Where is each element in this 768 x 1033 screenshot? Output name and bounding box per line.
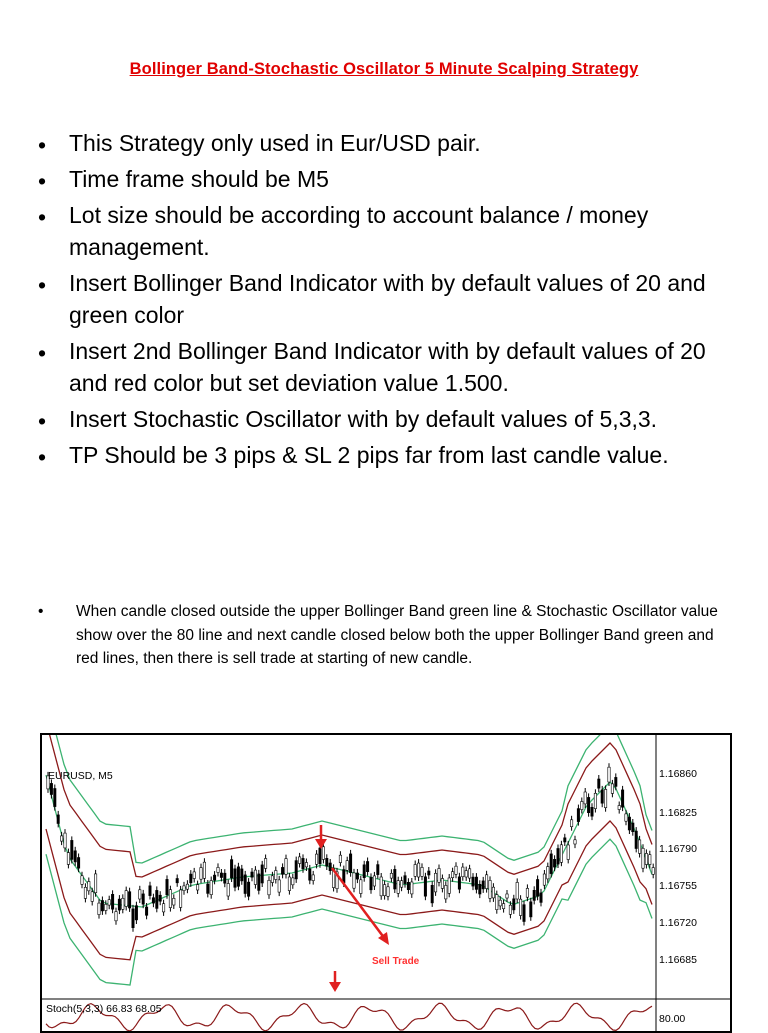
- candle-body: [431, 885, 433, 903]
- candle-body: [465, 871, 467, 877]
- candle-body: [547, 867, 549, 879]
- rule-text: This Strategy only used in Eur/USD pair.: [69, 130, 481, 156]
- candle-body: [581, 802, 583, 810]
- candle-body: [387, 887, 389, 897]
- rule-item: [36, 163, 736, 195]
- price-chart: [42, 735, 730, 1031]
- price-tick: 1.16825: [659, 807, 697, 819]
- price-tick: 1.16720: [659, 917, 697, 929]
- candle-body: [71, 840, 73, 859]
- trading-chart-screenshot: [40, 733, 732, 1033]
- candle-body: [353, 873, 355, 888]
- candle-body: [411, 882, 413, 894]
- candle-body: [485, 875, 487, 889]
- candle-body: [77, 858, 79, 869]
- rule-text: Lot size should be according to account balance / money management.: [69, 202, 649, 260]
- candle-body: [540, 893, 542, 903]
- candle-body: [128, 892, 130, 908]
- candle-body: [241, 869, 243, 881]
- sell-condition-note: [36, 600, 736, 671]
- candle-body: [577, 809, 579, 822]
- price-tick: 1.16790: [659, 843, 697, 855]
- candle-body: [642, 848, 644, 868]
- candle-body: [111, 894, 113, 909]
- candle-body: [339, 855, 341, 862]
- rule-item: [36, 439, 736, 471]
- candle-body: [193, 872, 195, 879]
- candle-body: [448, 878, 450, 893]
- candle-body: [186, 884, 188, 889]
- candle-body: [81, 876, 83, 885]
- candle-body: [258, 874, 260, 891]
- candle-body: [67, 853, 69, 865]
- rule-item: [36, 267, 736, 331]
- candle-body: [224, 873, 226, 883]
- candle-body: [615, 777, 617, 786]
- candle-body: [298, 857, 300, 864]
- candle-body: [271, 876, 273, 883]
- candle-body: [625, 814, 627, 821]
- candle-body: [292, 878, 294, 885]
- note-item: [36, 600, 736, 671]
- symbol-label: EURUSD, M5: [48, 770, 113, 782]
- candle-body: [220, 873, 222, 878]
- candle-body: [74, 851, 76, 862]
- candle-body: [309, 869, 311, 880]
- candle-body: [190, 874, 192, 883]
- candle-body: [281, 867, 283, 874]
- candle-body: [516, 882, 518, 899]
- candle-body: [475, 877, 477, 889]
- chart-decoration: [46, 735, 652, 1031]
- candle-body: [139, 890, 141, 899]
- rule-text: Time frame should be M5: [69, 166, 329, 192]
- down-arrow-head-icon: [315, 839, 327, 849]
- candle-body: [302, 858, 304, 868]
- candle-body: [315, 854, 317, 864]
- candle-body: [414, 865, 416, 877]
- candle-body: [506, 894, 508, 898]
- bullet-icon: •: [38, 204, 47, 230]
- candle-body: [652, 868, 654, 875]
- candle-body: [407, 882, 409, 889]
- candle-body: [523, 905, 525, 922]
- candle-body: [621, 790, 623, 807]
- candle-body: [632, 823, 634, 832]
- bullet-icon: •: [38, 272, 47, 298]
- candle-body: [492, 887, 494, 898]
- candle-body: [370, 877, 372, 889]
- candle-body: [159, 895, 161, 901]
- candle-body: [278, 880, 280, 892]
- candle-body: [628, 817, 630, 830]
- candle-body: [513, 899, 515, 910]
- price-tick: 1.16755: [659, 880, 697, 892]
- candle-body: [397, 881, 399, 894]
- candle-body: [169, 890, 171, 908]
- bullet-icon: •: [38, 132, 47, 158]
- candle-body: [135, 906, 137, 920]
- candle-body: [587, 797, 589, 812]
- candle-body: [594, 793, 596, 808]
- candle-body: [101, 901, 103, 911]
- candle-body: [455, 866, 457, 874]
- candle-body: [145, 907, 147, 915]
- candle-body: [156, 890, 158, 908]
- candle-body: [183, 886, 185, 891]
- candle-body: [207, 884, 209, 893]
- candle-body: [451, 872, 453, 878]
- candle-body: [200, 868, 202, 880]
- candle-body: [560, 845, 562, 863]
- candle-body: [179, 890, 181, 908]
- stoch-tick: 80.00: [659, 1013, 686, 1025]
- candle-body: [509, 905, 511, 914]
- candle-body: [570, 820, 572, 827]
- candle-body: [489, 880, 491, 898]
- candle-body: [295, 861, 297, 879]
- rule-item: [36, 199, 736, 263]
- candle-body: [247, 882, 249, 896]
- candle-body: [434, 873, 436, 892]
- candle-body: [349, 854, 351, 873]
- candle-body: [162, 904, 164, 912]
- candle-body: [115, 912, 117, 921]
- candle-body: [394, 869, 396, 889]
- candle-body: [618, 806, 620, 810]
- price-tick: 1.16685: [659, 954, 697, 966]
- candle-body: [319, 848, 321, 864]
- candle-body: [380, 877, 382, 896]
- note-text: When candle closed outside the upper Bollinger Band green line & Stochastic Oscillator value show over the 80 line and next candle closed below both the upper Bollinger Band green and red lines, then there is sell trade at starting of new candle.: [76, 603, 718, 667]
- stoch-label: Stoch(5,3,3) 66.83 68.05: [46, 1003, 162, 1015]
- candle-body: [574, 840, 576, 844]
- candle-body: [251, 872, 253, 877]
- down-arrow-head-icon: [329, 982, 341, 992]
- candle-body: [346, 861, 348, 871]
- candle-body: [122, 898, 124, 909]
- candle-body: [363, 865, 365, 878]
- candle-body: [472, 877, 474, 886]
- rule-item: [36, 403, 736, 435]
- candle-body: [57, 815, 59, 824]
- candle-body: [533, 890, 535, 900]
- strategy-rules-list: [36, 127, 736, 475]
- candle-body: [438, 869, 440, 883]
- candle-body: [210, 881, 212, 895]
- candle-body: [604, 789, 606, 807]
- candle-body: [173, 898, 175, 905]
- candle-body: [360, 880, 362, 894]
- candle-body: [601, 790, 603, 803]
- candle-body: [142, 894, 144, 904]
- candle-body: [88, 882, 90, 891]
- candle-body: [404, 876, 406, 884]
- candle-body: [441, 879, 443, 889]
- candle-body: [366, 862, 368, 872]
- candle-body: [60, 836, 62, 841]
- rule-item: [36, 335, 736, 399]
- candle-body: [288, 877, 290, 891]
- candle-body: [108, 900, 110, 905]
- candle-body: [125, 891, 127, 907]
- candle-body: [638, 840, 640, 854]
- candle-body: [227, 884, 229, 897]
- candle-body: [84, 887, 86, 898]
- candle-body: [598, 779, 600, 788]
- candle-body: [557, 849, 559, 865]
- candle-body: [649, 855, 651, 865]
- candle-body: [458, 877, 460, 889]
- candle-body: [132, 909, 134, 928]
- candle-body: [118, 899, 120, 910]
- rule-text: Insert Stochastic Oscillator with by default values of 5,3,3.: [69, 406, 658, 432]
- candle-body: [496, 895, 498, 910]
- candle-body: [526, 888, 528, 897]
- candle-body: [244, 875, 246, 894]
- bullet-icon: •: [38, 603, 44, 620]
- candle-body: [234, 869, 236, 888]
- candle-body: [421, 867, 423, 876]
- candle-body: [417, 863, 419, 877]
- candle-body: [479, 884, 481, 894]
- candle-body: [149, 886, 151, 896]
- candle-body: [166, 879, 168, 894]
- candle-body: [530, 902, 532, 917]
- candle-body: [611, 784, 613, 794]
- candle-body: [326, 858, 328, 866]
- candle-body: [94, 874, 96, 893]
- candle-body: [203, 862, 205, 878]
- candle-body: [322, 847, 324, 860]
- candle-body: [285, 859, 287, 875]
- candle-body: [237, 867, 239, 887]
- candle-body: [50, 783, 52, 794]
- candle-body: [424, 877, 426, 896]
- candle-body: [390, 873, 392, 878]
- candle-body: [54, 789, 56, 807]
- candle-body: [254, 870, 256, 884]
- candle-body: [543, 874, 545, 885]
- candle-body: [502, 904, 504, 909]
- candle-body: [275, 871, 277, 880]
- candle-body: [196, 885, 198, 890]
- candle-body: [564, 838, 566, 842]
- candle-body: [499, 900, 501, 906]
- candle-body: [305, 863, 307, 867]
- candle-body: [261, 865, 263, 883]
- candle-body: [468, 869, 470, 878]
- bullet-icon: •: [38, 444, 47, 470]
- candle-body: [635, 831, 637, 848]
- candle-body: [377, 865, 379, 875]
- candle-body: [591, 807, 593, 816]
- bullet-icon: •: [38, 340, 47, 366]
- sell-trade-label: Sell Trade: [372, 956, 420, 967]
- candle-body: [462, 867, 464, 877]
- document-title: Bollinger Band-Stochastic Oscillator 5 Minute Scalping Strategy: [129, 60, 639, 78]
- candle-body: [217, 867, 219, 872]
- candle-body: [482, 881, 484, 889]
- rule-text: Insert Bollinger Band Indicator with by default values of 20 and green color: [69, 270, 706, 328]
- candle-body: [64, 833, 66, 848]
- candle-body: [550, 854, 552, 874]
- rule-item: [36, 127, 736, 159]
- candle-body: [519, 899, 521, 915]
- candle-body: [445, 885, 447, 899]
- candle-body: [105, 904, 107, 910]
- candle-body: [98, 903, 100, 915]
- candle-body: [536, 880, 538, 897]
- candle-body: [356, 873, 358, 879]
- candle-body: [645, 853, 647, 864]
- candle-body: [567, 845, 569, 860]
- bullet-icon: •: [38, 168, 47, 194]
- candle-body: [584, 792, 586, 804]
- sell-trade-arrow-head-icon: [378, 932, 389, 945]
- candle-body: [400, 881, 402, 888]
- rule-text: TP Should be 3 pips & SL 2 pips far from last candle value.: [69, 442, 669, 468]
- candle-body: [91, 892, 93, 902]
- candle-body: [428, 871, 430, 875]
- candle-body: [329, 863, 331, 871]
- candle-body: [176, 879, 178, 883]
- price-tick: 1.16860: [659, 768, 697, 780]
- candle-body: [312, 875, 314, 881]
- candle-body: [553, 859, 555, 867]
- candle-body: [230, 860, 232, 878]
- candle-body: [383, 885, 385, 896]
- rule-text: Insert 2nd Bollinger Band Indicator with by default values of 20 and red color but set deviation value 1.500.: [69, 338, 706, 396]
- candle-body: [152, 898, 154, 903]
- candle-body: [264, 859, 266, 869]
- candle-body: [608, 767, 610, 782]
- bullet-icon: •: [38, 408, 47, 434]
- candle-body: [213, 875, 215, 880]
- candle-body: [373, 876, 375, 886]
- candle-body: [268, 880, 270, 895]
